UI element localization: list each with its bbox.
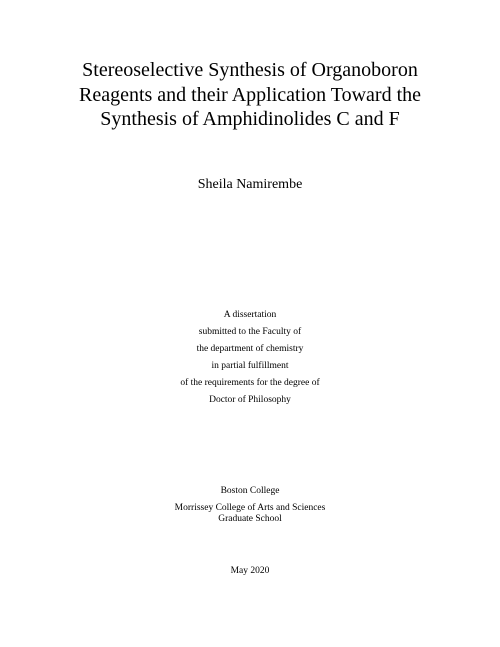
title-line: Reagents and their Application Toward the <box>78 83 422 106</box>
statement-line: submitted to the Faculty of <box>198 327 302 337</box>
degree-statement <box>0 307 500 409</box>
dissertation-title <box>0 58 500 132</box>
submission-date: May 2020 <box>230 566 270 576</box>
college-name: Boston College <box>220 486 280 496</box>
statement-line: the department of chemistry <box>196 344 304 354</box>
title-line: Stereoselective Synthesis of Organoboron <box>82 59 418 81</box>
institution-block <box>0 486 500 525</box>
statement-line: of the requirements for the degree of <box>180 378 320 388</box>
statement-line: A dissertation <box>223 310 277 320</box>
statement-line: Doctor of Philosophy <box>209 395 291 405</box>
statement-line: in partial fulfillment <box>211 361 289 371</box>
title-line: Synthesis of Amphidinolides C and F <box>100 108 400 130</box>
author-name: Sheila Namirembe <box>197 177 303 192</box>
school-subname: Graduate School <box>218 514 282 524</box>
school-name: Morrissey College of Arts and Sciences <box>174 503 326 513</box>
